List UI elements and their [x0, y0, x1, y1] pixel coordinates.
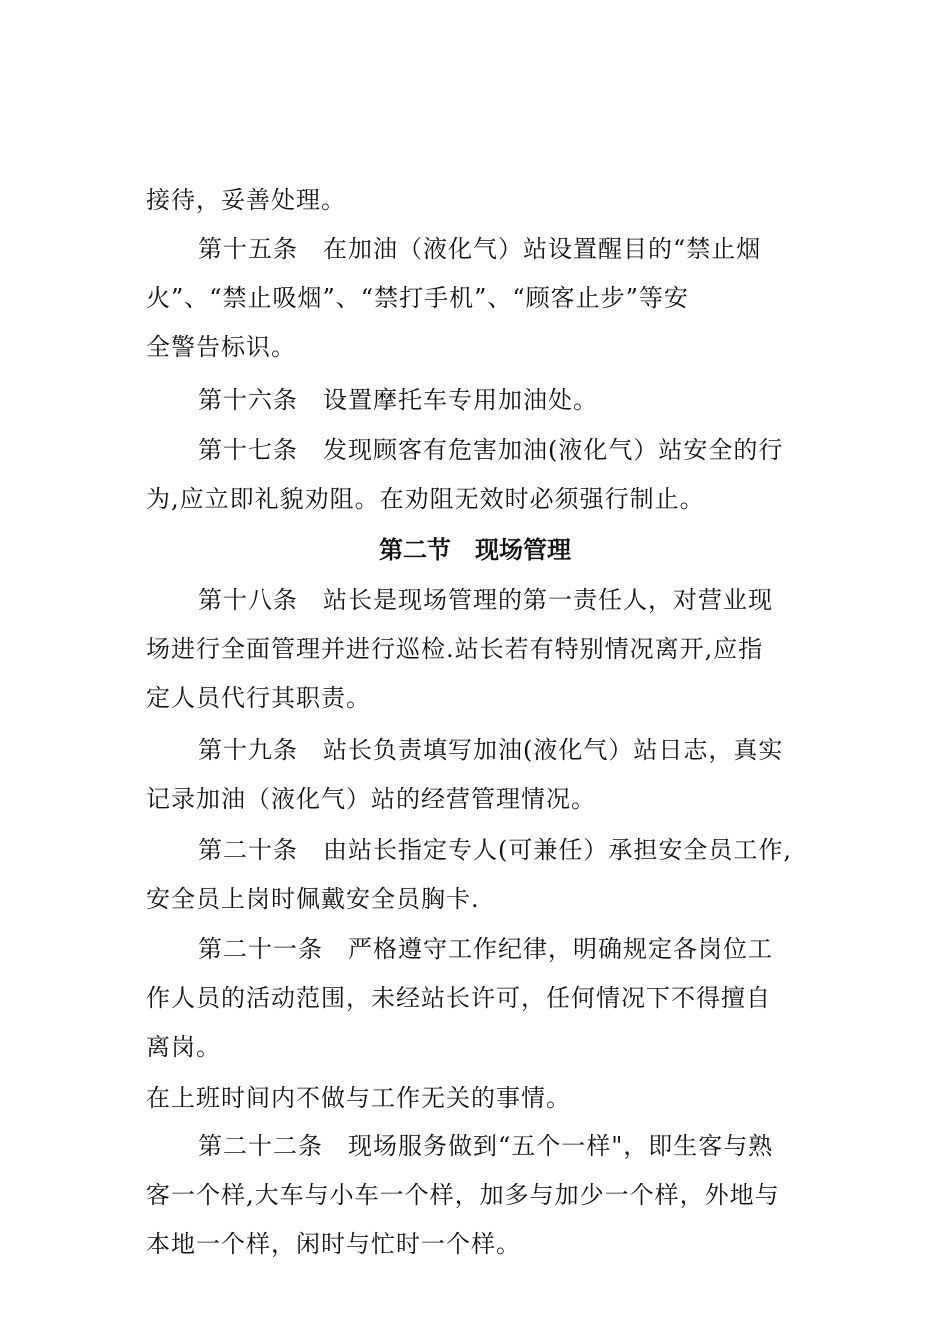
article-20 [146, 826, 810, 924]
text-line: 全警告标识。 [146, 333, 296, 361]
text-line: 客一个样,大车与小车一个样，加多与加少一个样，外地与 [146, 1181, 780, 1209]
text-line: 火”、“禁止吸烟”、“禁打手机”、“顾客止步”等安 [146, 284, 689, 312]
text-line: 第十七条 发现顾客有危害加油(液化气）站安全的行 [198, 436, 784, 464]
section-heading: 第二节 现场管理 [379, 536, 571, 564]
text-line: 在上班时间内不做与工作无关的事情。 [146, 1084, 571, 1112]
text-line: 离岗。 [146, 1033, 221, 1061]
text-line: 本地一个样，闲时与忙时一个样。 [146, 1230, 521, 1258]
text-line: 第二十一条 严格遵守工作纪律，明确规定各岗位工 [198, 935, 773, 963]
article-21 [146, 925, 810, 1072]
text-line: 第十八条 站长是现场管理的第一责任人，对营业现 [198, 586, 773, 614]
text-line: 作人员的活动范围，未经站长许可，任何情况下不得擅自 [146, 984, 771, 1012]
article-15 [146, 225, 810, 372]
text-line: 第二十二条 现场服务做到“五个一样"，即生客与熟 [198, 1132, 774, 1160]
text-line: 为,应立即礼貌劝阻。在劝阻无效时必须强行制止。 [146, 485, 705, 513]
text-line: 第二十条 由站长指定专人(可兼任）承担安全员工作, [198, 836, 792, 864]
article-17 [146, 426, 810, 524]
article-19 [146, 726, 810, 824]
paragraph-continuation [146, 176, 810, 225]
text-line: 记录加油（液化气）站的经营管理情况。 [146, 785, 596, 813]
text-line: 第十六条 设置摩托车专用加油处。 [198, 386, 598, 414]
article-22 [146, 1122, 810, 1269]
text-line: 安全员上岗时佩戴安全员胸卡. [146, 885, 480, 913]
text-line: 第十九条 站长负责填写加油(液化气）站日志，真实 [198, 736, 784, 764]
text-line: 第十五条 在加油（液化气）站设置醒目的“禁止烟 [198, 235, 762, 263]
text-line: 接待，妥善处理。 [146, 186, 346, 214]
article-21-continued [146, 1074, 810, 1123]
text-line: 定人员代行其职责。 [146, 684, 371, 712]
text-line: 场进行全面管理并进行巡检.站长若有特别情况离开,应指 [146, 635, 764, 663]
article-18 [146, 576, 810, 723]
article-16 [146, 376, 810, 425]
